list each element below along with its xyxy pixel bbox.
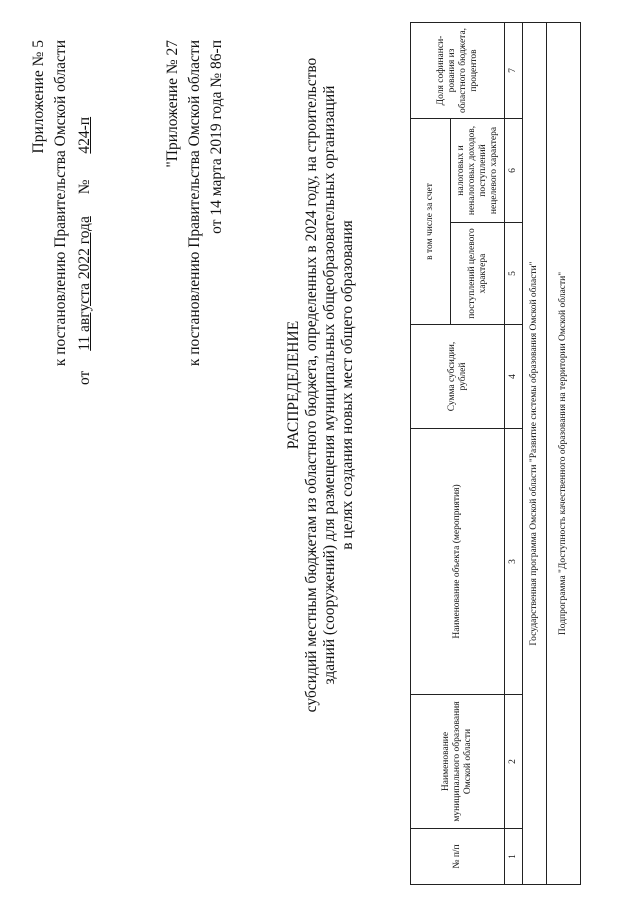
subprogram-row: Подпрограмма "Доступность качественного образования на территории Омской области" — [547, 23, 581, 885]
column-number: 2 — [505, 695, 523, 829]
resolution-date-line — [76, 111, 93, 385]
original-resolution-reference: к постановлению Правительства Омской области — [186, 40, 203, 367]
header-targeted-receipts: поступлений целевого характера — [451, 223, 505, 325]
title-line-1: субсидий местным бюджетам из областного бюджета, определенных в 2024 году, на строительство — [303, 57, 320, 713]
header-subsidy-amount: Сумма субсидии, рублей — [411, 325, 505, 429]
column-number: 1 — [505, 829, 523, 885]
from-label: от — [76, 370, 93, 385]
column-number: 7 — [505, 23, 523, 119]
number-label: № — [76, 179, 93, 195]
header-tax-revenues: налоговых и неналоговых доходов, поступлений нецелевого характера — [451, 119, 505, 223]
document-title — [285, 35, 357, 735]
header-including: в том числе за счет — [411, 119, 451, 325]
subsidy-distribution-table — [410, 22, 581, 885]
header-object: Наименование объекта (мероприятия) — [411, 429, 505, 695]
resolution-number: 424-п — [76, 116, 93, 154]
column-numbers-row — [505, 23, 523, 885]
column-number: 5 — [505, 223, 523, 325]
original-appendix-number: "Приложение № 27 — [164, 40, 181, 168]
appendix-number: Приложение № 5 — [30, 40, 47, 154]
column-number: 4 — [505, 325, 523, 429]
column-number: 6 — [505, 119, 523, 223]
title-line-2: зданий (сооружений) для размещения муниципальных общеобразовательных организаций — [321, 85, 338, 685]
resolution-date: 11 августа 2022 года — [76, 216, 93, 351]
original-resolution-date: от 14 марта 2019 года № 86-п — [208, 40, 225, 234]
header-cofinancing-share: Доля софинанси-рования из областного бюджета, процентов — [411, 23, 505, 119]
header-number: № п/п — [411, 829, 505, 885]
resolution-reference: к постановлению Правительства Омской области — [52, 40, 69, 367]
header-municipality: Наименование муниципального образования Омской области — [411, 695, 505, 829]
title-line-3: в целях создания новых мест общего образования — [339, 220, 356, 550]
column-number: 3 — [505, 429, 523, 695]
state-program-row: Государственная программа Омской области "Развитие системы образования Омской области" — [523, 23, 547, 885]
title-heading: РАСПРЕДЕЛЕНИЕ — [285, 320, 302, 450]
